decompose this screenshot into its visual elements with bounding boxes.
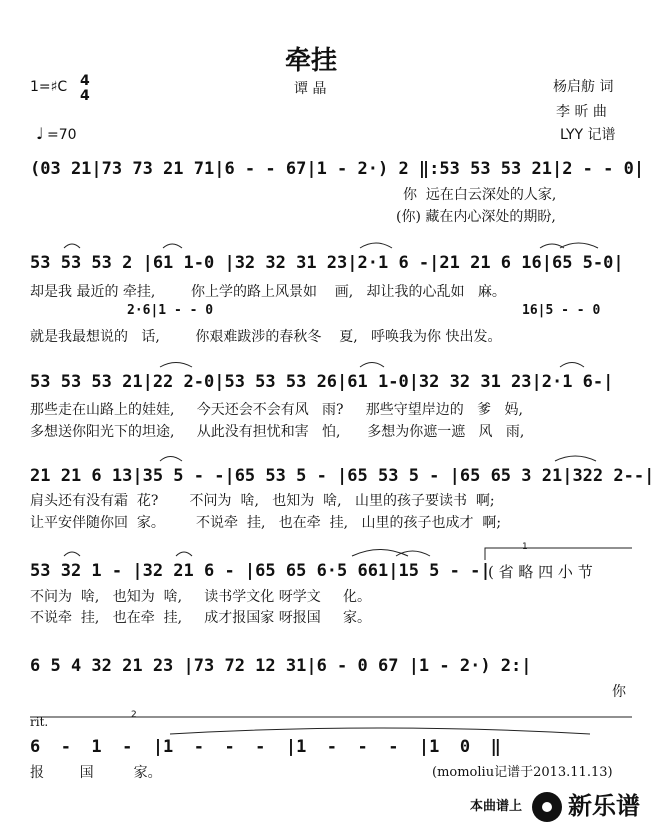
quarter-note-icon: ♩ [36,124,44,143]
lyrics-row-5-verse-1: 不问为 啥, 也知为 啥, 读书学文化 呀学文 化。 [30,589,372,605]
lyrics-row-5-verse-2: 不说牵 挂, 也在牵 挂, 成才报国家 呀报国 家。 [30,610,372,626]
singer: 谭 晶 [294,81,327,97]
alternate-notes-right: 16|5 - - 0 [522,303,601,318]
time-signature-bottom: 4 [80,88,90,104]
tempo: =70 [47,127,77,143]
lyrics-row-3-verse-1: 那些走在山路上的娃娃, 今天还会不会有风 雨? 那些守望岸边的 爹 妈, [30,402,523,418]
lyrics-row-2-verse-2: 就是我最想说的 话, 你艰难跋涉的春秋冬 夏, 呼唤我为你 快出发。 [30,329,502,345]
lyrics-row-2-verse-1: 却是我 最近的 牵挂, 你上学的路上风景如 画, 却让我的心乱如 麻。 [30,284,506,300]
omitted-bars-note: ( 省 略 四 小 节 [488,563,593,581]
ritardando-mark: rit. [30,715,49,729]
composer: 李 昕 曲 [556,104,607,120]
notation-row-6: 6 5 4 32 21 23 |73 72 12 31|6 - 0 67 |1 - 2·) 2:| [30,656,532,676]
notation-row-5: 53 32 1 - |32 21 6 - |65 65 6·5 661|15 5 - -| [30,561,491,581]
lyrics-row-1-verse-2: (你) 藏在内心深处的期盼, [396,209,556,225]
notation-row-3: 53 53 53 21|22 2-0|53 53 53 26|61 1-0|32 32 31 23|2·1 6-| [30,372,614,392]
notation-row-4: 21 21 6 13|35 5 - -|65 53 5 - |65 53 5 - |65 65 3 21|322 2--| [30,466,655,486]
lyrics-row-4-verse-2: 让平安伴随你回 家。 不说牵 挂, 也在牵 挂, 山里的孩子也成才 啊; [30,515,502,531]
lyricist: 杨启舫 词 [553,79,614,95]
brand-logo-text: 新乐谱 [568,792,640,820]
song-title: 牵挂 [285,46,338,76]
lyrics-row-1-verse-1: 你 远在白云深处的人家, [403,187,557,203]
notation-row-7: 6 - 1 - |1 - - - |1 - - - |1 0 ‖ [30,737,501,757]
notation-row-1: (03 21|73 73 21 71|6 - - 67|1 - 2·) 2 ‖:53 53 53 21|2 - - 0| [30,159,645,179]
volta-2-number: 2 [131,710,137,720]
alternate-notes-left: 2·6|1 - - 0 [127,303,214,318]
time-signature-top: 4 [80,73,90,89]
volta-1-number: 1 [522,542,528,552]
lyrics-row-4-verse-1: 肩头还有没有霜 花? 不问为 啥, 也知为 啥, 山里的孩子要读书 啊; [30,493,495,509]
lyrics-row-3-verse-2: 多想送你阳光下的坦途, 从此没有担忧和害 怕, 多想为你遮一遮 风 雨, [30,424,525,440]
vinyl-record-icon [532,792,562,822]
notation-row-2: 53 53 53 2 |61 1-0 |32 32 31 23|2·1 6 -|21 21 6 16|65 5-0| [30,253,624,273]
lyrics-row-7: 报 国 家。 [30,765,162,781]
footer-text: 本曲谱上 [470,799,523,814]
key-signature: 1=♯C [30,79,68,95]
transcription-credit: (momoliu记谱于2013.11.13) [432,765,613,780]
transcriber: LYY 记谱 [560,127,616,143]
lyrics-row-6: 你 [612,684,626,700]
